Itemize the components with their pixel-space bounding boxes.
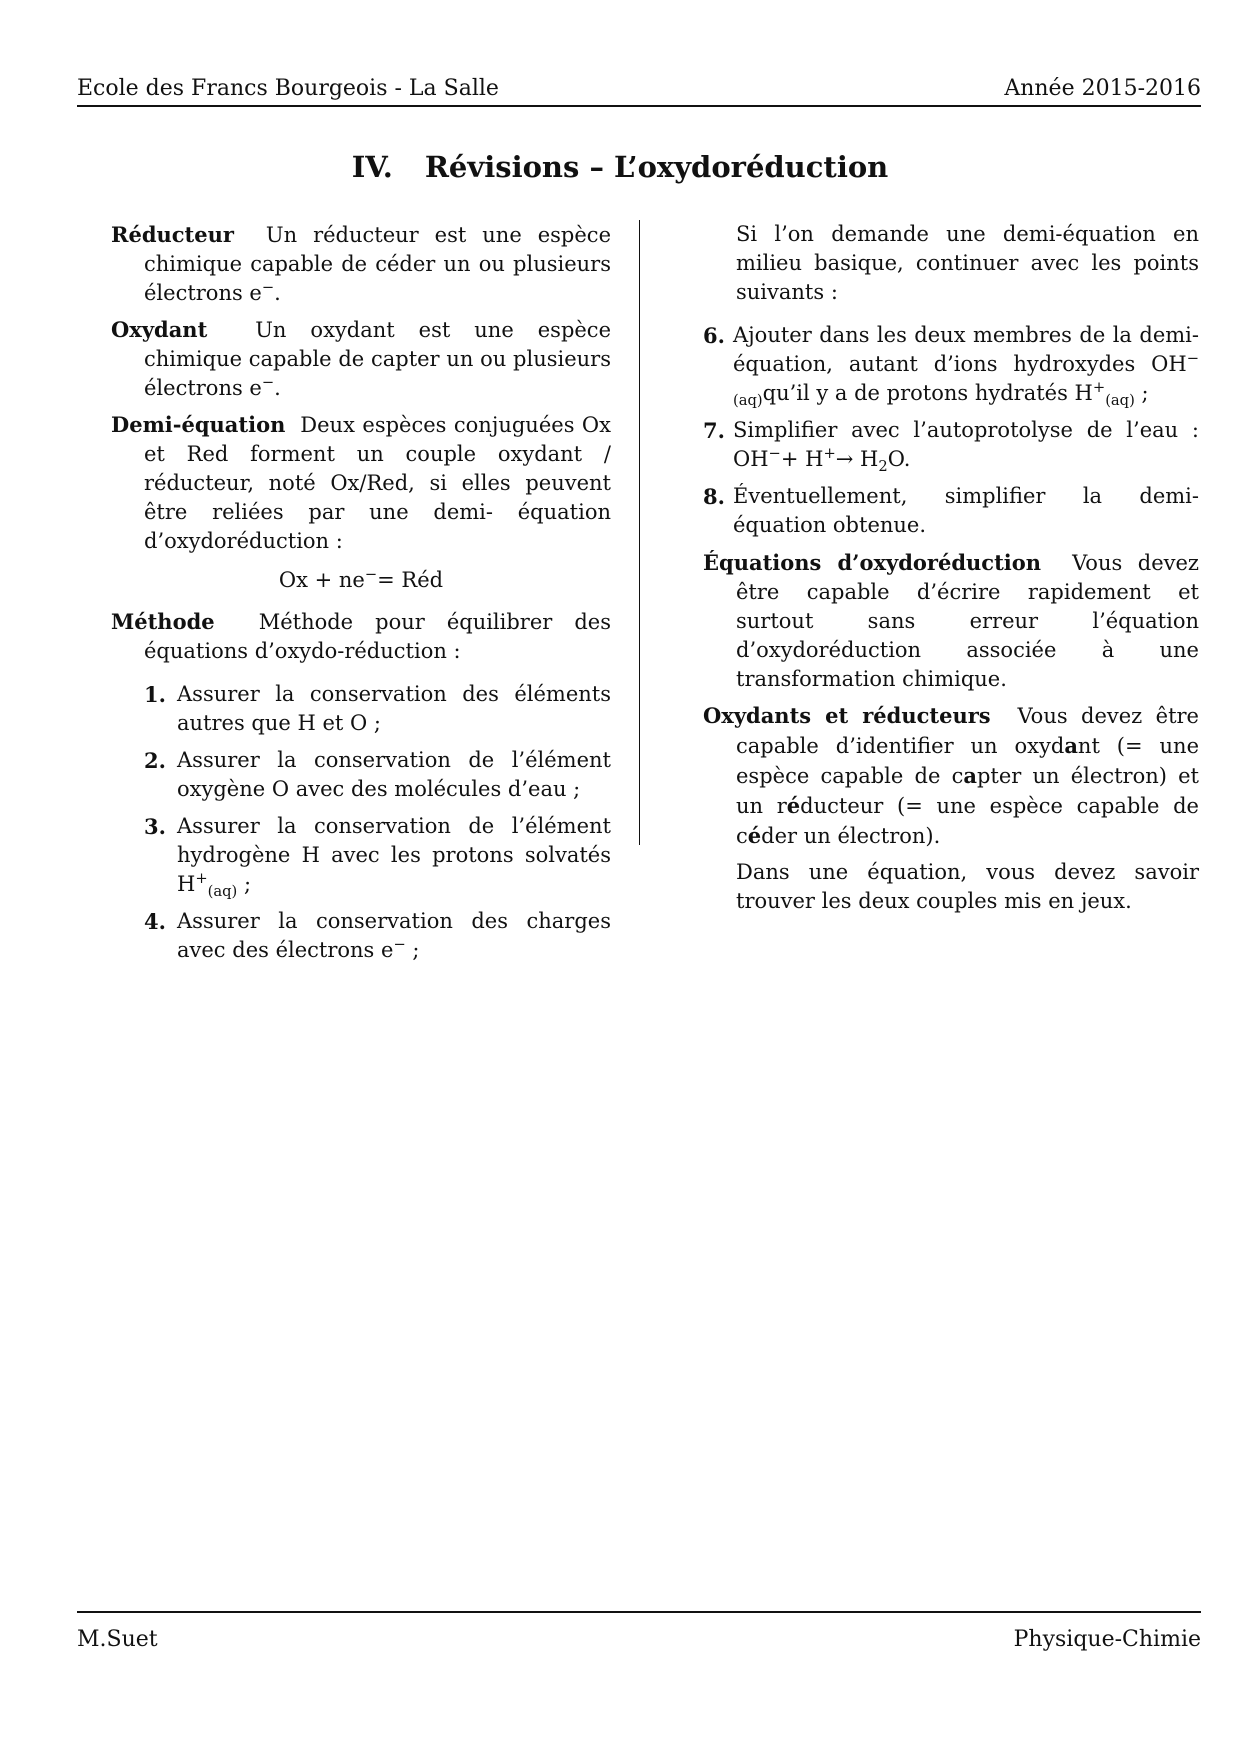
definition-text: Un oxydant est une espèce chimique capable de capter un ou plusieurs électrons e — [144, 318, 611, 400]
punctuation: ; — [405, 938, 420, 962]
definition-reducteur — [111, 220, 611, 308]
subject: Physique-Chimie — [1013, 1627, 1201, 1652]
column-divider — [639, 220, 640, 845]
term-reducteur: Réducteur — [111, 222, 234, 247]
definition-oxydants-reducteurs — [703, 701, 1199, 851]
equation-part: Ox + ne — [278, 568, 365, 592]
page-title — [0, 150, 1240, 184]
punctuation: ; — [237, 872, 252, 896]
subscript: (aq) — [1105, 392, 1135, 410]
basic-steps — [703, 321, 1199, 540]
superscript: − — [1186, 350, 1199, 367]
superscript: + — [823, 445, 836, 462]
basic-medium-intro: Si l’on demande une demi-équation en milieu basique, continuer avec les points suivants : — [736, 222, 1199, 304]
list-item — [703, 321, 1199, 408]
punctuation: . — [274, 281, 281, 305]
step-number: 2. — [144, 748, 166, 773]
subscript: (aq) — [733, 392, 763, 410]
definition-text: Vous devez être capable d’identifier un oxyd — [736, 704, 1199, 758]
definition-text: Un réducteur est une espèce chimique capable de céder un ou plusieurs électrons e — [144, 223, 611, 305]
emphasis: é — [786, 793, 801, 818]
step-number: 3. — [144, 814, 166, 839]
term-oxydants-reducteurs: Oxydants et réducteurs — [703, 703, 991, 728]
punctuation: ; — [1134, 381, 1149, 405]
definition-methode — [111, 607, 611, 666]
term-equations: Équations d’oxydoréduction — [703, 550, 1042, 575]
definition-text: Deux espèces conjuguées Ox et Red forment un couple oxydant / réducteur, noté Ox/Red, si elles peuvent être reliées par une demi- équation d’oxydoréduction : — [144, 413, 611, 553]
step-number: 7. — [703, 418, 725, 443]
left-column — [111, 220, 611, 973]
definition-text: nt (= une espèce capable de c — [736, 734, 1199, 788]
step-text: qu’il y a de protons hydratés H — [762, 381, 1093, 405]
step-number: 4. — [144, 909, 166, 934]
superscript: − — [261, 374, 275, 391]
term-methode: Méthode — [111, 609, 215, 634]
definition-text: pter un électron) et un r — [736, 764, 1199, 818]
definition-demi-equation — [111, 410, 611, 556]
half-equation — [111, 566, 611, 595]
superscript: − — [364, 566, 378, 583]
definition-equations — [703, 548, 1199, 694]
subscript: 2 — [878, 458, 888, 476]
emphasis: a — [963, 763, 977, 788]
step-text: Assurer la conservation de l’élément oxygène O avec des molécules d’eau ; — [177, 748, 611, 801]
method-steps — [111, 680, 611, 965]
step-text: Éventuellement, simplifier la demi-équation obtenue. — [733, 484, 1199, 537]
step-text: + H — [780, 447, 824, 471]
list-item — [111, 907, 611, 965]
step-text: Assurer la conservation des éléments autres que H et O ; — [177, 682, 611, 735]
definition-text: der un électron). — [761, 824, 941, 848]
step-text: Assurer la conservation de l’élément hydrogène H avec les protons solvatés H — [177, 814, 611, 896]
superscript: − — [393, 936, 406, 953]
page-footer — [77, 1611, 1201, 1652]
list-item — [111, 812, 611, 899]
term-oxydant: Oxydant — [111, 317, 208, 342]
definition-text: ducteur (= une espèce capable de c — [736, 794, 1199, 848]
right-column — [703, 220, 1199, 924]
step-text: Simplifier avec l’autoprotolyse de l’eau : OH — [733, 418, 1199, 471]
definition-text: Méthode pour équilibrer des équations d’oxydo-réduction : — [144, 610, 611, 663]
step-text: O. — [887, 447, 911, 471]
list-item — [111, 680, 611, 738]
list-item — [703, 482, 1199, 540]
subscript: (aq) — [207, 883, 238, 901]
equation-part: = Réd — [377, 568, 444, 592]
list-item — [703, 416, 1199, 474]
superscript: − — [261, 279, 275, 296]
superscript: − — [768, 445, 781, 462]
definition-text: Vous devez être capable d’écrire rapidement et surtout sans erreur l’équation d’oxydoréduction associée à une transformation chimique. — [736, 551, 1199, 691]
emphasis: a — [1064, 733, 1078, 758]
page-header — [77, 76, 1201, 107]
step-text: Assurer la conservation des charges avec des électrons e — [177, 909, 611, 962]
superscript: + — [195, 870, 208, 887]
term-demi-equation: Demi-équation — [111, 412, 286, 437]
school-name: Ecole des Francs Bourgeois - La Salle — [77, 76, 499, 101]
author: M.Suet — [77, 1627, 158, 1652]
school-year: Année 2015-2016 — [1004, 76, 1201, 101]
section-number: IV. — [351, 150, 393, 184]
step-number: 8. — [703, 484, 725, 509]
step-number: 6. — [703, 323, 725, 348]
step-number: 1. — [144, 682, 166, 707]
punctuation: . — [274, 376, 281, 400]
section-title: Révisions – L’oxydoréduction — [424, 150, 889, 184]
emphasis: é — [747, 823, 762, 848]
step-text: Ajouter dans les deux membres de la demi-équation, autant d’ions hydroxydes OH — [733, 323, 1199, 376]
definition-oxydant — [111, 315, 611, 403]
list-item — [111, 746, 611, 804]
step-text: → H — [835, 447, 879, 471]
superscript: + — [1092, 379, 1106, 396]
closing-paragraph: Dans une équation, vous devez savoir trouver les deux couples mis en jeux. — [736, 860, 1199, 913]
